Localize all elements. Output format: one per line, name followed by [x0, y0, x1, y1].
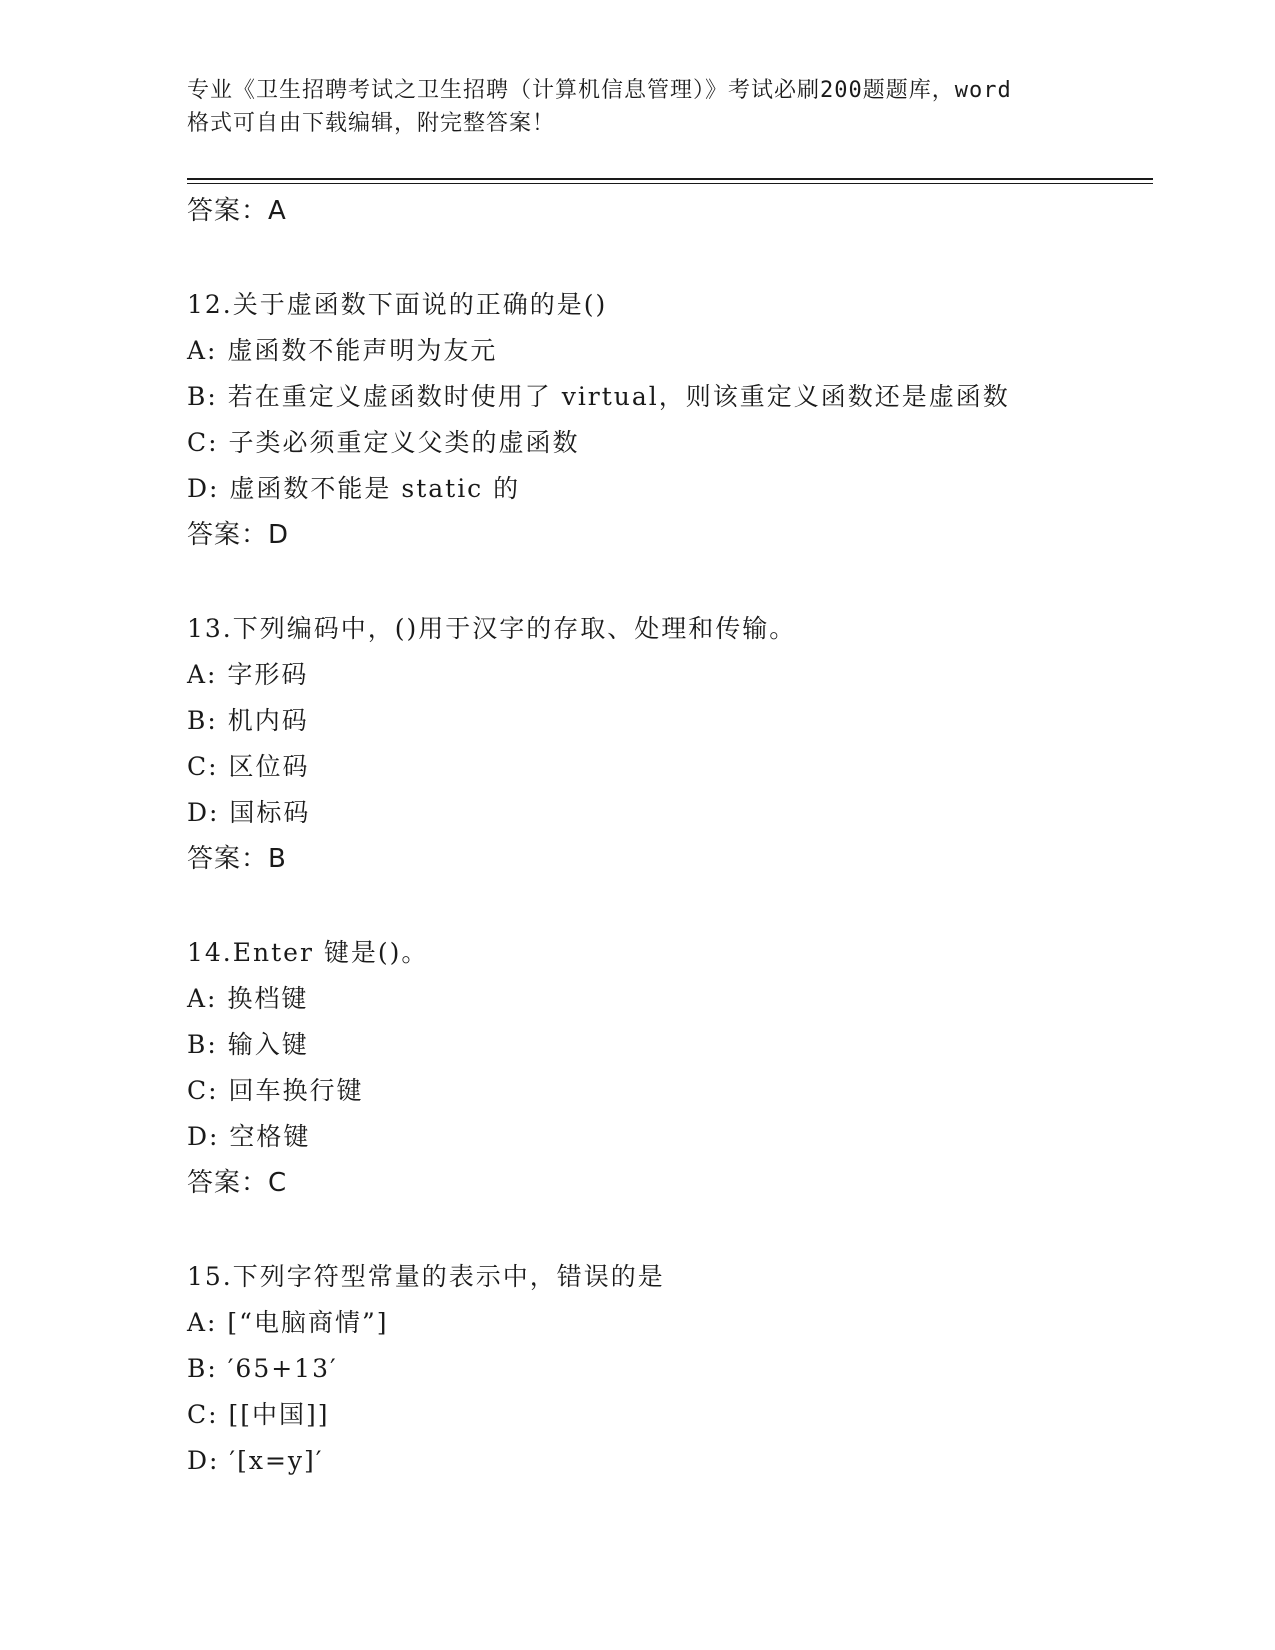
- question-stem: 15.下列字符型常量的表示中，错误的是: [187, 1262, 665, 1291]
- option-b: B: ′65+13′: [187, 1354, 338, 1383]
- document-header: [187, 74, 1087, 140]
- option-a: A: [“电脑商情”]: [187, 1308, 389, 1337]
- header-title-line-1: 专业《卫生招聘考试之卫生招聘（计算机信息管理）》考试必刷200题题库，word: [187, 78, 1012, 103]
- option-d: D: 国标码: [187, 798, 311, 827]
- question-block: [187, 1254, 1167, 1484]
- option-d: D: 虚函数不能是 static 的: [187, 474, 521, 503]
- spacer: [187, 558, 1167, 606]
- spacer: [187, 234, 1167, 282]
- option-d: D: 空格键: [187, 1122, 311, 1151]
- question-stem: 12.关于虚函数下面说的正确的是(): [187, 290, 608, 319]
- option-c: C: 回车换行键: [187, 1076, 364, 1105]
- answer-line: 答案：B: [187, 844, 287, 874]
- spacer: [187, 882, 1167, 930]
- header-title-line-2: 格式可自由下载编辑，附完整答案！: [187, 111, 556, 136]
- option-c: C: 子类必须重定义父类的虚函数: [187, 428, 580, 457]
- option-d: D: ′[x=y]′: [187, 1446, 324, 1475]
- option-a: A: 字形码: [187, 660, 309, 689]
- answer-line: 答案：C: [187, 1168, 288, 1198]
- question-block: [187, 606, 1167, 882]
- question-block: [187, 282, 1167, 558]
- answer-line: 答案：A: [187, 196, 287, 226]
- question-block: [187, 930, 1167, 1206]
- answer-line: 答案：D: [187, 520, 290, 550]
- option-a: A: 换档键: [187, 984, 309, 1013]
- option-c: C: 区位码: [187, 752, 310, 781]
- option-b: B: 机内码: [187, 706, 309, 735]
- spacer: [187, 1206, 1167, 1254]
- question-stem: 13.下列编码中，()用于汉字的存取、处理和传输。: [187, 614, 797, 643]
- option-b: B: 若在重定义虚函数时使用了 virtual，则该重定义函数还是虚函数: [187, 382, 1010, 411]
- document-body: [187, 188, 1167, 1484]
- question-stem: 14.Enter 键是()。: [187, 938, 429, 967]
- option-b: B: 输入键: [187, 1030, 309, 1059]
- header-divider: [187, 178, 1153, 184]
- option-c: C: [[中国]]: [187, 1400, 330, 1429]
- option-a: A: 虚函数不能声明为友元: [187, 336, 498, 365]
